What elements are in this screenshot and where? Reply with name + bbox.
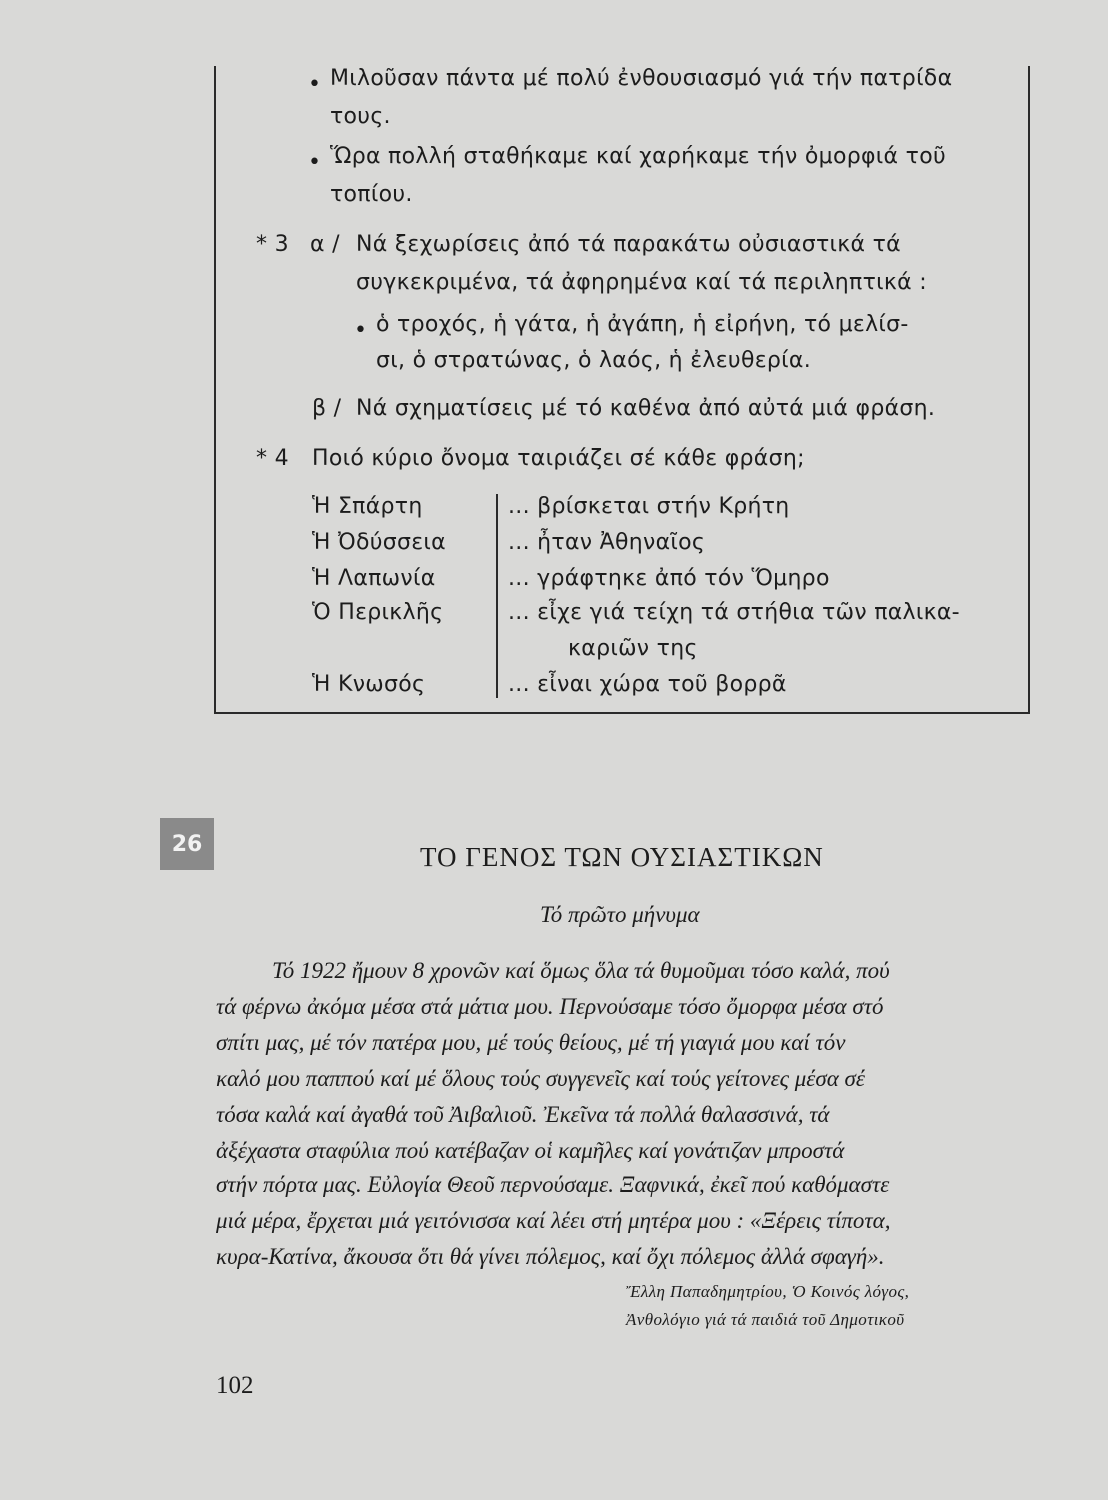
text-line: σπίτι μας, μέ τόν πατέρα μου, μέ τούς θείους, μέ τή γιαγιά μου καί τόν [216, 1030, 846, 1055]
section-title: ΤΟ ΓΕΝΟΣ ΤΩΝ ΟΥΣΙΑΣΤΙΚΩΝ [420, 842, 824, 872]
bullet-2-line2: τοπίου. [330, 182, 413, 207]
text-line: τόσα καλά καί ἀγαθά τοῦ Ἀιβαλιοῦ. Ἐκεῖνα τά πολλά θαλασσινά, τά [216, 1102, 830, 1127]
exercise-4-question: Ποιό κύριο ὄνομα ταιριάζει σέ κάθε φράση; [312, 446, 805, 471]
exercise-3b-label: β / [312, 396, 342, 421]
text-line: ἀξέχαστα σταφύλια πού κατέβαζαν οἱ καμῆλες καί γονάτιζαν μπροστά [216, 1138, 845, 1163]
name-item: Ἡ Σπάρτη [312, 494, 423, 519]
exercise-3a-label: α / [310, 232, 340, 257]
bullet-icon: • [354, 318, 367, 343]
bullet-2-line1: Ὥρα πολλή σταθήκαμε καί χαρήκαμε τήν ὀμορφιά τοῦ [330, 144, 946, 169]
citation-line1: Ἔλλη Παπαδημητρίου, Ὁ Κοινός λόγος, [626, 1282, 910, 1301]
bullet-1-line2: τους. [330, 104, 391, 129]
text-line: Τό 1922 ἤμουν 8 χρονῶν καί ὅμως ὅλα τά θυμοῦμαι τόσο καλά, πού [272, 958, 890, 983]
exercise-3-marker: * 3 [256, 232, 289, 257]
page-number: 102 [216, 1372, 254, 1399]
name-item: Ἡ Κνωσός [312, 672, 426, 697]
bullet-1-line1: Μιλοῦσαν πάντα μέ πολύ ἐνθουσιασμό γιά τήν πατρίδα [330, 66, 953, 91]
name-item: Ἡ Λαπωνία [312, 566, 436, 591]
section-subtitle: Τό πρῶτο μήνυμα [540, 902, 700, 927]
phrase-item: ... βρίσκεται στήν Κρήτη [508, 494, 790, 519]
phrase-item-continued: καριῶν της [568, 636, 698, 661]
text-line: καλό μου παππού καί μέ ὅλους τούς συγγενεῖς καί τούς γείτονες μέσα σέ [216, 1066, 865, 1091]
column-divider [496, 494, 498, 698]
section-number-badge: 26 [160, 818, 214, 870]
exercise-4-marker: * 4 [256, 446, 289, 471]
bullet-icon: • [308, 72, 321, 97]
phrase-item: ... εἶχε γιά τείχη τά στήθια τῶν παλικα- [508, 600, 960, 625]
exercise-3-words-line2: σι, ὁ στρατώνας, ὁ λαός, ἡ ἐλευθερία. [376, 348, 811, 373]
phrase-item: ... ἦταν Ἀθηναῖος [508, 530, 706, 555]
phrase-item: ... γράφτηκε ἀπό τόν Ὅμηρο [508, 566, 830, 591]
exercise-3a-line2: συγκεκριμένα, τά ἀφηρημένα καί τά περιληπτικά : [356, 270, 927, 295]
text-line: μιά μέρα, ἔρχεται μιά γειτόνισσα καί λέει στή μητέρα μου : «Ξέρεις τίποτα, [216, 1208, 891, 1233]
name-item: Ὁ Περικλῆς [312, 600, 444, 625]
citation-line2: Ἀνθολόγιο γιά τά παιδιά τοῦ Δημοτικοῦ [626, 1310, 905, 1329]
exercise-3b-text: Νά σχηματίσεις μέ τό καθένα ἀπό αὐτά μιά φράση. [356, 396, 936, 421]
exercise-3-words-line1: ὁ τροχός, ἡ γάτα, ἡ ἀγάπη, ἡ εἰρήνη, τό μελίσ- [376, 312, 909, 337]
text-line: τά φέρνω ἀκόμα μέσα στά μάτια μου. Περνούσαμε τόσο ὄμορφα μέσα στό [216, 994, 884, 1019]
bullet-icon: • [308, 150, 321, 175]
name-item: Ἡ Ὀδύσσεια [312, 530, 446, 555]
exercise-3a-line1: Νά ξεχωρίσεις ἀπό τά παρακάτω οὐσιαστικά τά [356, 232, 901, 257]
text-line: στήν πόρτα μας. Εὐλογία Θεοῦ περνούσαμε. Ξαφνικά, ἐκεῖ πού καθόμαστε [216, 1172, 890, 1197]
text-line: κυρα-Κατίνα, ἄκουσα ὅτι θά γίνει πόλεμος, καί ὄχι πόλεμος ἀλλά σφαγή». [216, 1244, 885, 1269]
phrase-item: ... εἶναι χώρα τοῦ βορρᾶ [508, 672, 787, 697]
